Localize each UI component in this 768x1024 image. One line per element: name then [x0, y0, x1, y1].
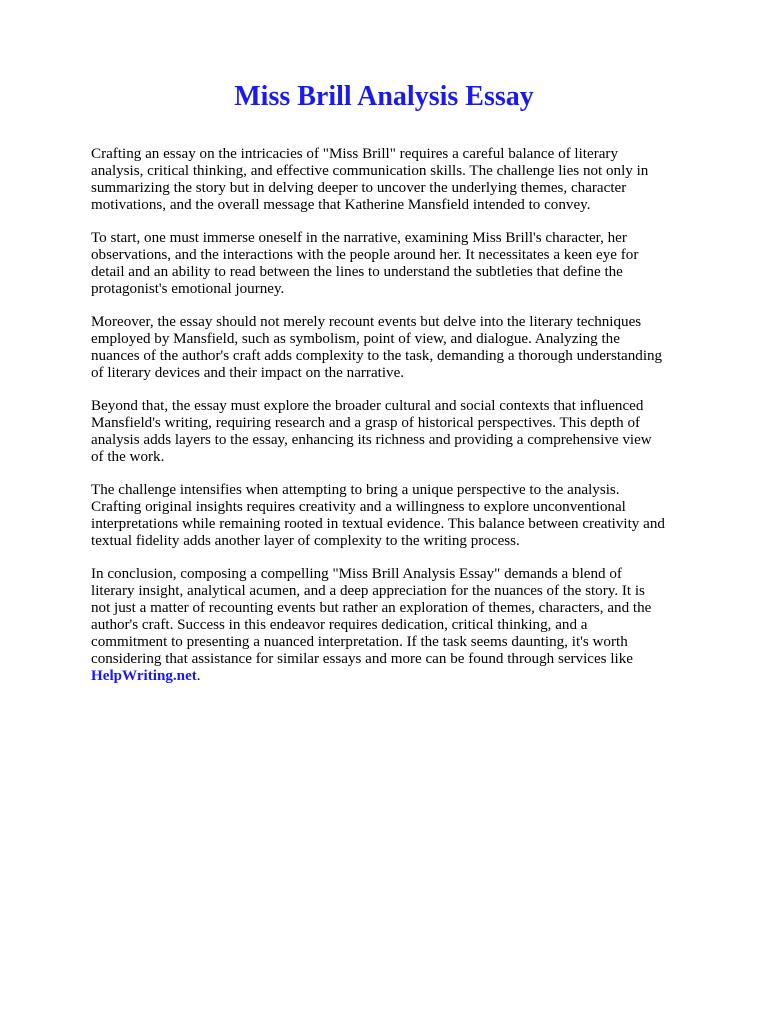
paragraph-1: Crafting an essay on the intricacies of "Miss Brill" requires a careful balance of literary analysis, critical thinking, and effective communication skills. The challenge lies not only in summarizing the story but in delving deeper to uncover the underlying themes, character motivations, and the overall message that Katherine Mansfield intended to convey. [91, 146, 649, 213]
page-title: Miss Brill Analysis Essay [234, 81, 534, 112]
helpwriting-link[interactable]: HelpWriting.net [91, 668, 197, 684]
paragraph-4: Beyond that, the essay must explore the broader cultural and social contexts that influenced Mansfield's writing, requiring research and a grasp of historical perspectives. This depth of analysis adds layers to the essay, enhancing its richness and providing a comprehensive view of the work. [91, 398, 652, 465]
paragraph-5: The challenge intensifies when attempting to bring a unique perspective to the analysis. Crafting original insights requires creativity and a willingness to explore unconventional interpretations while remaining rooted in textual evidence. This balance between creativity and textual fidelity adds another layer of complexity to the writing process. [91, 482, 665, 549]
essay-body [91, 146, 667, 701]
paragraph-6 [91, 566, 667, 685]
paragraph-6-text: In conclusion, composing a compelling "Miss Brill Analysis Essay" demands a blend of literary insight, analytical acumen, and a deep appreciation for the nuances of the story. It is not just a matter of recounting events but rather an exploration of themes, characters, and the author's craft. Success in this endeavor requires dedication, critical thinking, and a commitment to presenting a nuanced interpretation. If the task seems daunting, it's worth considering that assistance for similar essays and more can be found through services like [91, 566, 652, 667]
paragraph-2: To start, one must immerse oneself in the narrative, examining Miss Brill's character, her observations, and the interactions with the people around her. It necessitates a keen eye for detail and an ability to read between the lines to understand the subtleties that define the protagonist's emotional journey. [91, 230, 639, 297]
paragraph-6-end: . [196, 668, 201, 684]
paragraph-3: Moreover, the essay should not merely recount events but delve into the literary techniques employed by Mansfield, such as symbolism, point of view, and dialogue. Analyzing the nuances of the author's craft adds complexity to the task, demanding a thorough understanding of literary devices and their impact on the narrative. [91, 314, 663, 381]
